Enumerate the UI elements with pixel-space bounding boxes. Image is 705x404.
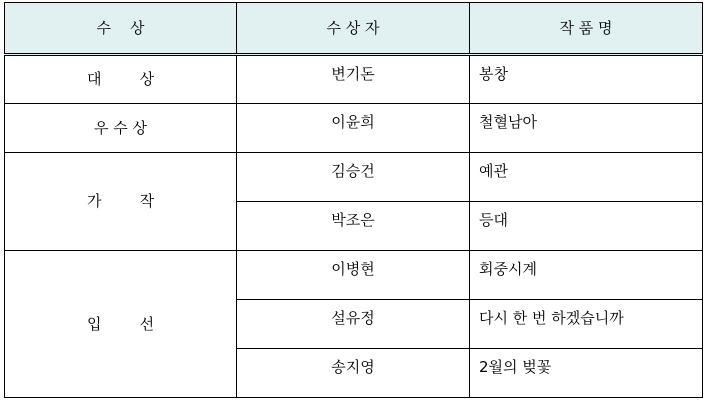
winner-name: 설유정 — [237, 300, 470, 349]
award-category-ipseon: 입 선 — [5, 251, 237, 398]
table-row — [5, 251, 703, 300]
winner-name: 송지영 — [237, 349, 470, 398]
table-row — [5, 153, 703, 202]
table-row — [5, 104, 703, 153]
work-title: 예관 — [470, 153, 703, 202]
work-title: 2월의 벚꽃 — [470, 349, 703, 398]
header-row — [5, 3, 703, 55]
awards-table — [4, 2, 703, 398]
winner-name: 변기돈 — [237, 55, 470, 104]
winner-name: 김승건 — [237, 153, 470, 202]
header-award: 수 상 — [5, 3, 237, 55]
award-category-ususang: 우 수 상 — [5, 104, 237, 153]
header-winner: 수 상 자 — [237, 3, 470, 55]
table-row — [5, 55, 703, 104]
work-title: 다시 한 번 하겠습니까 — [470, 300, 703, 349]
award-category-gajak: 가 작 — [5, 153, 237, 251]
work-title: 철혈남아 — [470, 104, 703, 153]
work-title: 봉창 — [470, 55, 703, 104]
winner-name: 이병현 — [237, 251, 470, 300]
work-title: 회중시계 — [470, 251, 703, 300]
work-title: 등대 — [470, 202, 703, 251]
award-category-daesang: 대 상 — [5, 55, 237, 104]
winner-name: 이윤희 — [237, 104, 470, 153]
header-work: 작 품 명 — [470, 3, 703, 55]
winner-name: 박조은 — [237, 202, 470, 251]
